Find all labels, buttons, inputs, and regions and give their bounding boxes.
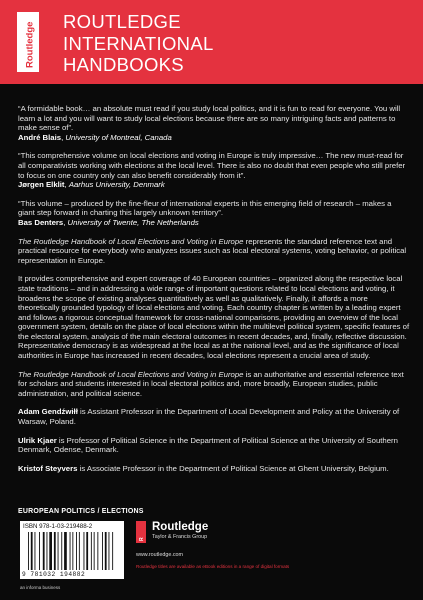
routledge-mark-icon	[136, 521, 146, 543]
book-title: The Routledge Handbook of Local Elections and Voting in Europe	[18, 369, 244, 379]
endorsement-text: “This comprehensive volume on local elections and voting in Europe is truly impressive… The new must-read for all comparativists working with elections at the local level. There is also no doubt that even people who still prefer to focus on one country only can also benefit considerably from it”.	[18, 151, 406, 180]
editor-bio-2	[18, 436, 410, 455]
editor-bio-text: is Associate Professor in the Department of Political Science at Ghent University, Belgium.	[77, 463, 389, 473]
barcode-panel	[20, 521, 124, 579]
endorsement-2: “This comprehensive volume on local elections and voting in Europe is truly impressive… The new must-read for all comparativists working with elections at the local level. There is also no doubt that even people who still prefer to focus on one country only can also benefit considerably from it”. Jørgen Elklit, Aarhus University, Denmark	[18, 151, 406, 190]
publisher-name: Routledge	[152, 521, 209, 533]
back-cover-text	[18, 104, 410, 482]
endorsement-text: “This volume – produced by the fine-fleur of international experts in this emerging field of research – makes a giant step forward in charting this largely unknown territory”.	[18, 198, 392, 218]
isbn-label: ISBN 978-1-03-219488-2	[23, 523, 93, 530]
description-text: represents the standard reference text and practical resource for everybody who analyzes issues such as local electoral systems, voting behavior, or political representation in Europe.	[18, 236, 407, 265]
series-title	[63, 11, 214, 76]
informa-note: an informa business	[20, 585, 61, 590]
description-paragraph-3	[18, 370, 410, 399]
editor-bio-3	[18, 464, 410, 474]
endorsement-3: “This volume – produced by the fine-fleur of international experts in this emerging field of research – makes a giant step forward in charting this largely unknown territory”. Bas Denters, University of Twente, The Netherlands	[18, 198, 392, 227]
book-title: The Routledge Handbook of Local Elections and Voting in Europe	[18, 236, 244, 246]
endorsement-affiliation: Aarhus University, Denmark	[68, 180, 165, 190]
barcode-icon	[27, 532, 119, 570]
endorsement-author: André Blais	[18, 132, 62, 142]
publisher-group: Taylor & Francis Group	[152, 534, 208, 540]
publisher-url[interactable]: www.routledge.com	[136, 552, 184, 558]
description-text: is an authoritative and essential reference text for scholars and students interested in local electoral politics and, more broadly, European studies, public administration, and political science.	[18, 369, 404, 398]
description-paragraph-2: It provides comprehensive and expert coverage of 40 European countries – organized along the respective local state traditions – and in addressing a wide range of important questions related to local elections and voting, it broadens the scope of existing analyses quantitatively as well as qualitatively. Finally, it affords a more theoretically grounded typology of local elections and voting. Each country chapter is written by a leading expert and follows a rigorous conceptual framework for cross-national comparisons, providing an overview of the local government system, details on the place of local elections within the multilevel political system, specific features of the electoral system, analysis of the main electoral outcomes in recent decades, and, finally, reflective discussion. Representative democracy is as widespread at the local as at the national level, and as the significance of local authorities in Europe has increased in recent decades, local elections represent a crucial area of study.	[18, 274, 410, 361]
endorsement-author: Jørgen Elklit	[18, 180, 65, 190]
editor-name: Kristof Steyvers	[18, 463, 78, 473]
endorsement-text: “A formidable book… an absolute must read if you study local politics, and it is fun to read for everyone. You will learn a lot and you will want to study local elections because there are so many intriguing facts and patterns to make sense of”.	[18, 104, 401, 133]
editor-bio-text: is Assistant Professor in the Department of Local Development and Policy at the University of Warsaw, Poland.	[18, 407, 400, 427]
endorsement-affiliation: University of Montreal, Canada	[65, 132, 172, 142]
svg-text:R: R	[139, 537, 146, 541]
subject-category: EUROPEAN POLITICS / ELECTIONS	[18, 508, 144, 515]
routledge-logo-icon	[17, 12, 39, 72]
description-paragraph-1	[18, 237, 410, 266]
editor-name: Ulrik Kjaer	[18, 435, 57, 445]
barcode-digits: 9 781032 194882	[22, 571, 86, 578]
endorsement-1: “A formidable book… an absolute must read if you study local politics, and it is fun to read for everyone. You will learn a lot and you will want to study local elections because there are so many intriguing facts and patterns to make sense of”. André Blais, University of Montreal, Canada	[18, 104, 401, 142]
series-line-2: INTERNATIONAL	[63, 32, 214, 54]
svg-text:Routledge: Routledge	[24, 21, 36, 68]
endorsement-affiliation: University of Twente, The Netherlands	[67, 217, 199, 227]
editor-bio-1	[18, 407, 410, 426]
series-line-1: ROUTLEDGE	[63, 11, 181, 32]
editor-name: Adam Gendźwiłł	[18, 407, 78, 417]
endorsement-author: Bas Denters	[18, 217, 64, 227]
ebook-note: Routledge titles are available as eBook editions in a range of digital formats	[136, 564, 290, 569]
editor-bio-text: is Professor of Political Science in the Department of Political Science at the University of Southern Denmark, Odense, Denmark.	[18, 435, 398, 455]
series-line-3: HANDBOOKS	[63, 54, 184, 75]
series-banner	[0, 0, 423, 84]
